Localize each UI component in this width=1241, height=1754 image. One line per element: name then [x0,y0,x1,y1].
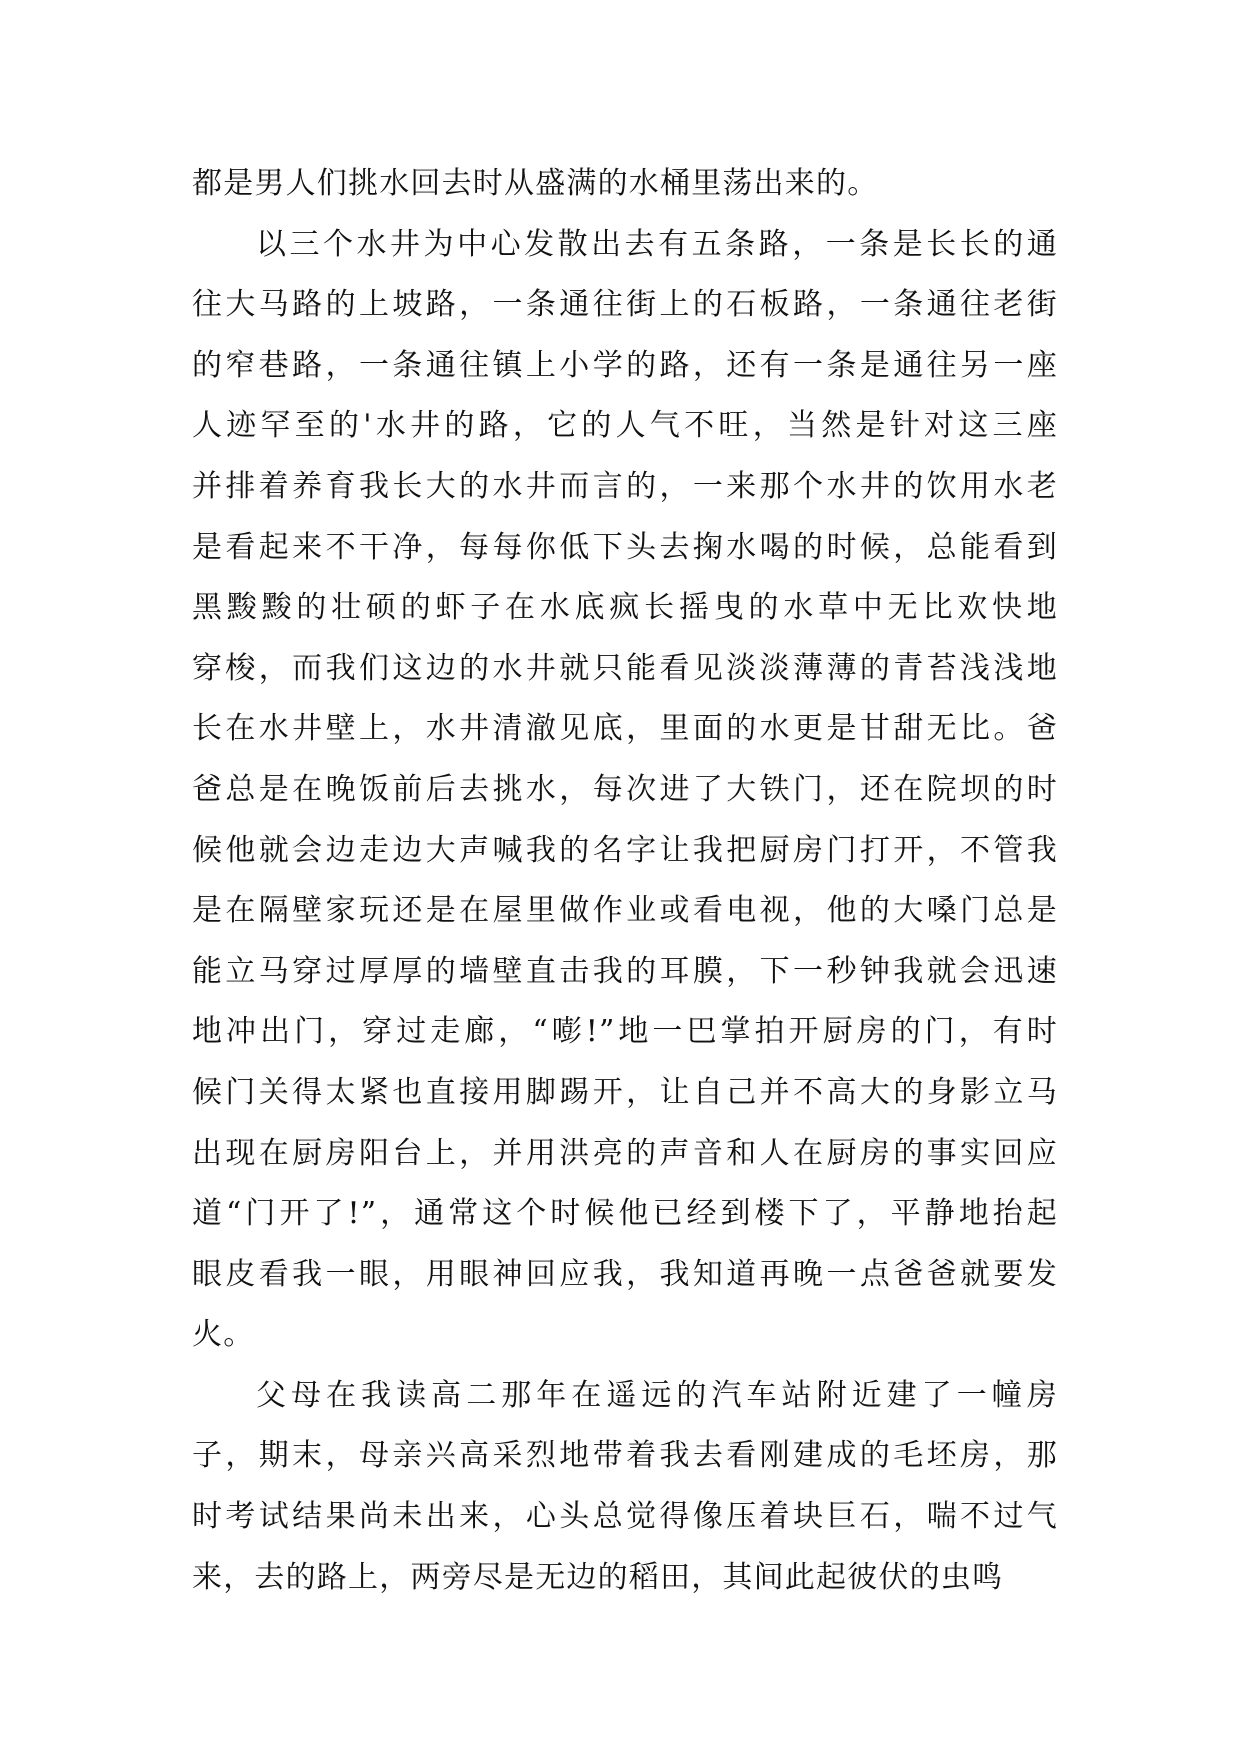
text-line: 黑黢黢的壮硕的虾子在水底疯长摇曳的水草中无比欢快地 [192,590,1058,626]
text-line: 的窄巷路，一条通往镇上小学的路，还有一条是通往另一座 [192,347,1058,383]
paragraph [192,1366,1058,1608]
text-line: 地冲出门，穿过走廊，“嘭!”地一巴掌拍开厨房的门，有时 [192,1014,1058,1050]
text-line: 来，去的路上，两旁尽是无边的稻田，其间此起彼伏的虫鸣 [192,1559,1004,1595]
text-line: 时考试结果尚未出来，心头总觉得像压着块巨石，喘不过气 [192,1499,1058,1535]
text-line: 道“门开了!”，通常这个时候他已经到楼下了，平静地抬起 [192,1196,1058,1232]
text-line: 火。 [192,1317,255,1353]
text-line: 是看起来不干净，每每你低下头去掬水喝的时候，总能看到 [192,529,1058,565]
text-line: 出现在厨房阳台上，并用洪亮的声音和人在厨房的事实回应 [192,1135,1058,1171]
text-line: 眼皮看我一眼，用眼神回应我，我知道再晚一点爸爸就要发 [192,1256,1058,1292]
text-line: 人迹罕至的'水井的路，它的人气不旺，当然是针对这三座 [192,408,1058,444]
text-line: 长在水井壁上，水井清澈见底，里面的水更是甘甜无比。爸 [192,711,1058,747]
text-line: 并排着养育我长大的水井而言的，一来那个水井的饮用水老 [192,468,1058,504]
text-line: 候他就会边走边大声喊我的名字让我把厨房门打开，不管我 [192,832,1058,868]
text-line: 爸总是在晚饭前后去挑水，每次进了大铁门，还在院坝的时 [192,771,1058,807]
text-line: 往大马路的上坡路，一条通往街上的石板路，一条通往老街 [192,287,1058,323]
text-line: 父母在我读高二那年在遥远的汽车站附近建了一幢房 [256,1377,1058,1413]
text-line: 候门关得太紧也直接用脚踢开，让自己并不高大的身影立马 [192,1074,1058,1110]
text-line: 能立马穿过厚厚的墙壁直击我的耳膜，下一秒钟我就会迅速 [192,953,1058,989]
text-line: 以三个水井为中心发散出去有五条路，一条是长长的通 [256,226,1058,262]
text-line: 是在隔壁家玩还是在屋里做作业或看电视，他的大嗓门总是 [192,893,1058,929]
document-body [192,154,1058,1608]
paragraph [192,154,1058,215]
text-line: 都是男人们挑水回去时从盛满的水桶里荡出来的。 [192,166,879,201]
text-line: 子，期末，母亲兴高采烈地带着我去看刚建成的毛坯房，那 [192,1438,1058,1474]
text-line: 穿梭，而我们这边的水井就只能看见淡淡薄薄的青苔浅浅地 [192,650,1058,686]
paragraph [192,215,1058,1366]
